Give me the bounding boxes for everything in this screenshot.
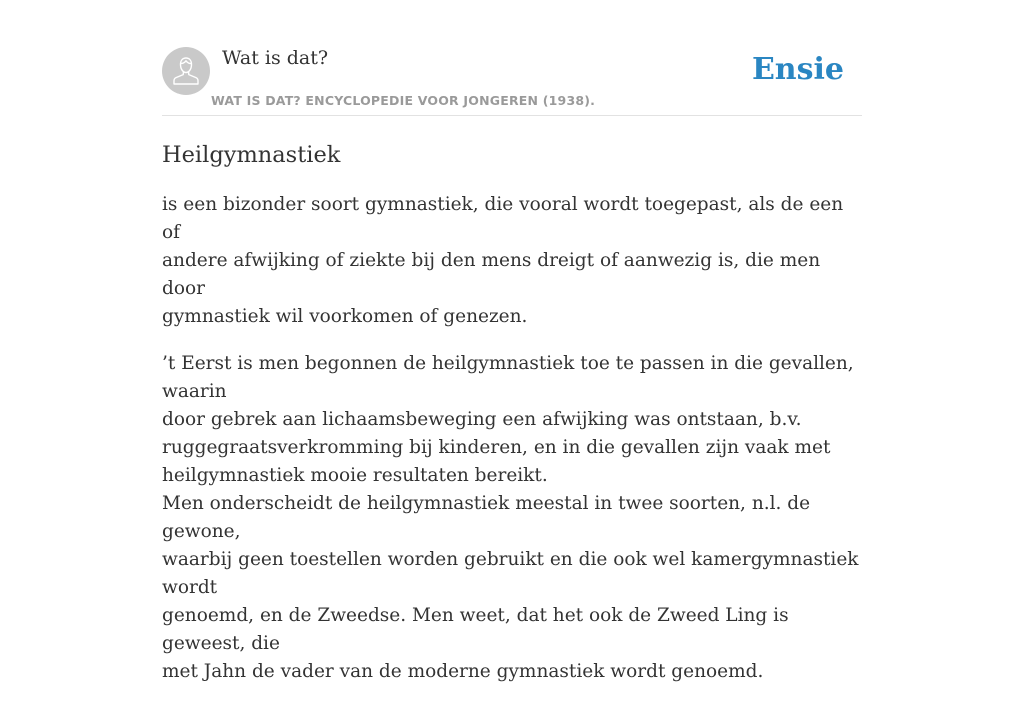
article-body — [162, 139, 862, 705]
article-paragraph-1: is een bizonder soort gymnastiek, die vooral wordt toegepast, als de een of andere afwijking of ziekte bij den mens dreigt of aanwezig is, die men door gymnastiek wil voorkomen of genezen. — [162, 194, 844, 327]
source-title[interactable]: Wat is dat? — [222, 47, 329, 69]
source-header — [162, 46, 862, 116]
source-subtitle: WAT IS DAT? ENCYCLOPEDIE VOOR JONGEREN (1938). — [211, 93, 596, 108]
article-paragraph-2: ’t Eerst is men begonnen de heilgymnastiek toe te passen in die gevallen, waarin door gebrek aan lichaamsbeweging een afwijking was ontstaan, b.v. ruggegraatsverkromming bij kinderen, en in die gevallen zijn vaak met heilgymnastiek mooie resultaten bereikt. Men onderscheidt de heilgymnastiek meestal in twee soorten, n.l. de gewone, waarbij geen toestellen worden gebruikt en die ook wel kamergymnastiek wordt genoemd, en de Zweedse. Men weet, dat het ook de Zweed Ling is geweest, die met Jahn de vader van de moderne gymnastiek wordt genoemd. — [162, 353, 859, 682]
user-silhouette-icon[interactable] — [162, 47, 210, 95]
article-title: Heilgymnastiek — [162, 142, 341, 168]
ensie-logo-link[interactable]: Ensie — [751, 52, 844, 87]
